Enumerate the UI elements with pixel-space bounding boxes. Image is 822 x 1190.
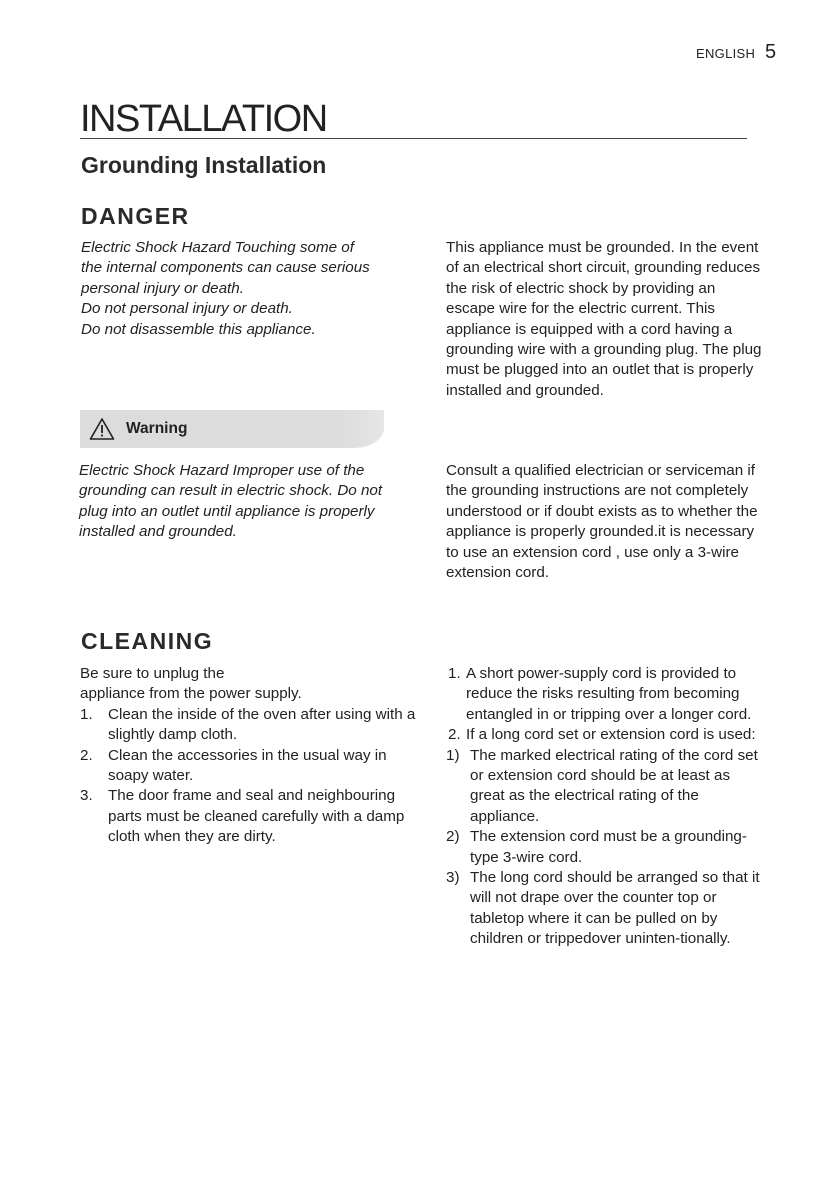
language-label: ENGLISH: [696, 46, 756, 61]
danger-line: Electric Shock Hazard Touching some of: [81, 239, 354, 256]
list-text: If a long cord set or extension cord is used:: [466, 726, 756, 744]
page-title: INSTALLATION: [80, 98, 327, 140]
sub-text: The extension cord must be a grounding-type 3-wire cord.: [470, 828, 747, 866]
cleaning-intro-line: Be sure to unplug the: [80, 665, 225, 682]
sub-number: 1): [446, 746, 460, 764]
sub-text: The marked electrical rating of the cord set or extension cord should be at least as great as the electrical rating of the appliance.: [470, 746, 758, 825]
cleaning-intro-line: appliance from the power supply.: [80, 685, 302, 703]
sub-number: 3): [446, 869, 460, 887]
danger-line: Do not personal injury or death.: [81, 300, 293, 318]
cleaning-instructions: [80, 664, 420, 848]
cleaning-list-item: [80, 786, 420, 847]
list-number: 1.: [448, 665, 461, 682]
cleaning-list-item: [80, 746, 420, 787]
section-subtitle: Grounding Installation: [81, 152, 327, 178]
list-number: 3.: [80, 787, 93, 805]
danger-line: personal injury or death.: [81, 279, 244, 297]
list-text: Clean the accessories in the usual way in soapy water.: [108, 746, 387, 785]
cleaning-heading: CLEANING: [81, 628, 214, 654]
sub-text: The long cord should be arranged so that it will not drape over the counter top or tabletop where it can be pulled on by children or trippedover uninten-tionally.: [470, 869, 760, 948]
title-divider: [80, 138, 747, 139]
danger-line: Do not disassemble this appliance.: [81, 320, 316, 338]
consult-paragraph: Consult a qualified electrician or serviceman if the grounding instructions are not completely understood or if doubt exists as to whether the appliance is properly grounded.it is necessary to use an extension cord , use only a 3-wire extension cord.: [446, 462, 758, 582]
cleaning-list-item: [80, 705, 420, 746]
warning-text: Electric Shock Hazard Improper use of the grounding can result in electric shock. Do not plug into an outlet until appliance is properly installed and grounded.: [79, 462, 383, 541]
danger-line: the internal components can cause serious: [81, 259, 370, 277]
cord-list-item: [446, 725, 766, 745]
list-number: 2.: [80, 746, 93, 764]
list-text: A short power-supply cord is provided to reduce the risks resulting from becoming entangled in or tripping over a longer cord.: [466, 665, 752, 723]
danger-heading: DANGER: [81, 203, 190, 229]
danger-text: [81, 238, 411, 340]
cord-instructions: [446, 664, 766, 950]
cord-sub-item: [446, 746, 766, 828]
cord-list-item: [446, 664, 766, 725]
warning-triangle-icon: [89, 417, 115, 441]
warning-banner: [80, 410, 384, 448]
list-text: The door frame and seal and neighbouring parts must be cleaned carefully with a damp cloth when they are dirty.: [108, 787, 405, 846]
page-number: 5: [765, 41, 777, 63]
grounding-paragraph: This appliance must be grounded. In the event of an electrical short circuit, grounding reduces the risk of electric shock by providing an escape wire for the electric current. This appliance is equipped with a cord having a grounding wire with a grounding plug. The plug must be plugged into an outlet that is properly installed and grounded.: [446, 239, 762, 399]
warning-label: Warning: [126, 420, 188, 437]
list-number: 1.: [80, 705, 93, 723]
list-number: 2.: [448, 726, 461, 744]
sub-number: 2): [446, 828, 460, 846]
cord-sub-item: [446, 827, 766, 868]
cord-sub-item: [446, 868, 766, 950]
list-text: Clean the inside of the oven after using with a slightly damp cloth.: [108, 705, 416, 744]
